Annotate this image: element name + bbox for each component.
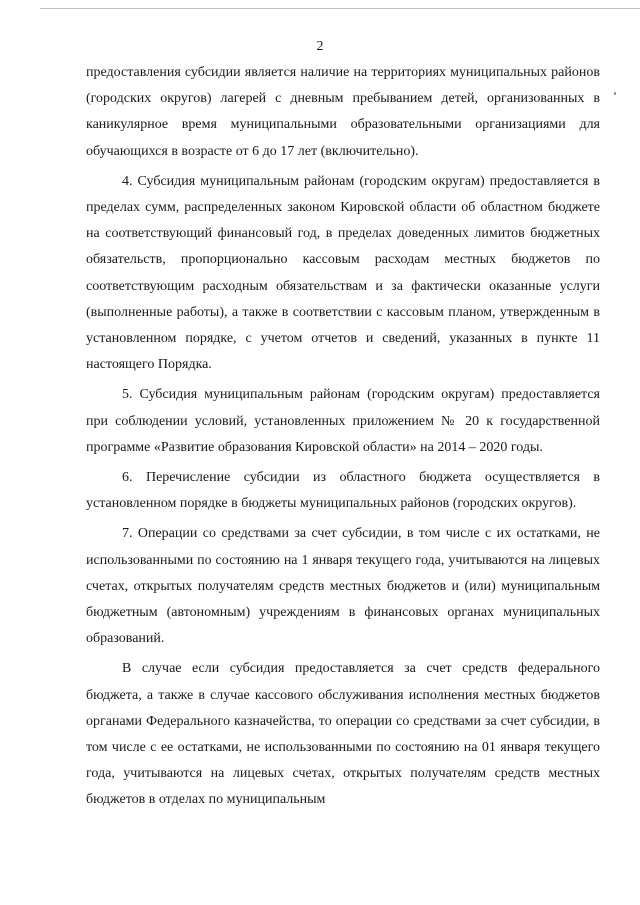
document-body (86, 60, 600, 814)
paragraph-7-continued: В случае если субсидия предоставляется за счет средств федерального бюджета, а также в случае кассового обслуживания исполнения местных бюджетов органами Федерального казначейства, то операции со средствами за счет субсидии, в том числе с ее остатками, не использованными по состоянию на 01 января текущего года, учитываются на лицевых счетах, открытых получателям средств местных бюджетов в отделах по муниципальным (86, 661, 600, 808)
top-rule (40, 8, 640, 9)
paragraph-7: 7. Операции со средствами за счет субсидии, в том числе с их остатками, не использованными по состоянию на 1 января текущего года, учитываются на лицевых счетах, открытых получателям средств местных бюджетов и (или) муниципальным бюджетным (автономным) учреждениям в финансовых органах муниципальных образований. (86, 526, 600, 647)
paragraph-continuation: предоставления субсидии является наличие на территориях муниципальных районов (городских округов) лагерей с дневным пребыванием детей, организованных в каникулярное время муниципальными образовательными организациями для обучающихся в возрасте от 6 до 17 лет (включительно). (86, 65, 600, 159)
margin-mark (614, 92, 616, 95)
paragraph-5: 5. Субсидия муниципальным районам (городским округам) предоставляется при соблюдении условий, установленных приложением № 20 к государственной программе «Развитие образования Кировской области» на 2014 – 2020 годы. (86, 387, 600, 455)
paragraph-4: 4. Субсидия муниципальным районам (городским округам) предоставляется в пределах сумм, распределенных законом Кировской области об областном бюджете на соответствующий финансовый год, в пределах доведенных лимитов бюджетных обязательств, пропорционально кассовым расходам местных бюджетов по соответствующим расходным обязательствам и за фактически оказанные услуги (выполненные работы), а также в соответствии с кассовым планом, утвержденным в установленном порядке, с учетом отчетов и сведений, указанных в пункте 11 настоящего Порядка. (86, 173, 600, 373)
page-number: 2 (316, 39, 324, 54)
paragraph-6: 6. Перечисление субсидии из областного бюджета осуществляется в установленном порядке в бюджеты муниципальных районов (городских округов). (86, 470, 600, 512)
